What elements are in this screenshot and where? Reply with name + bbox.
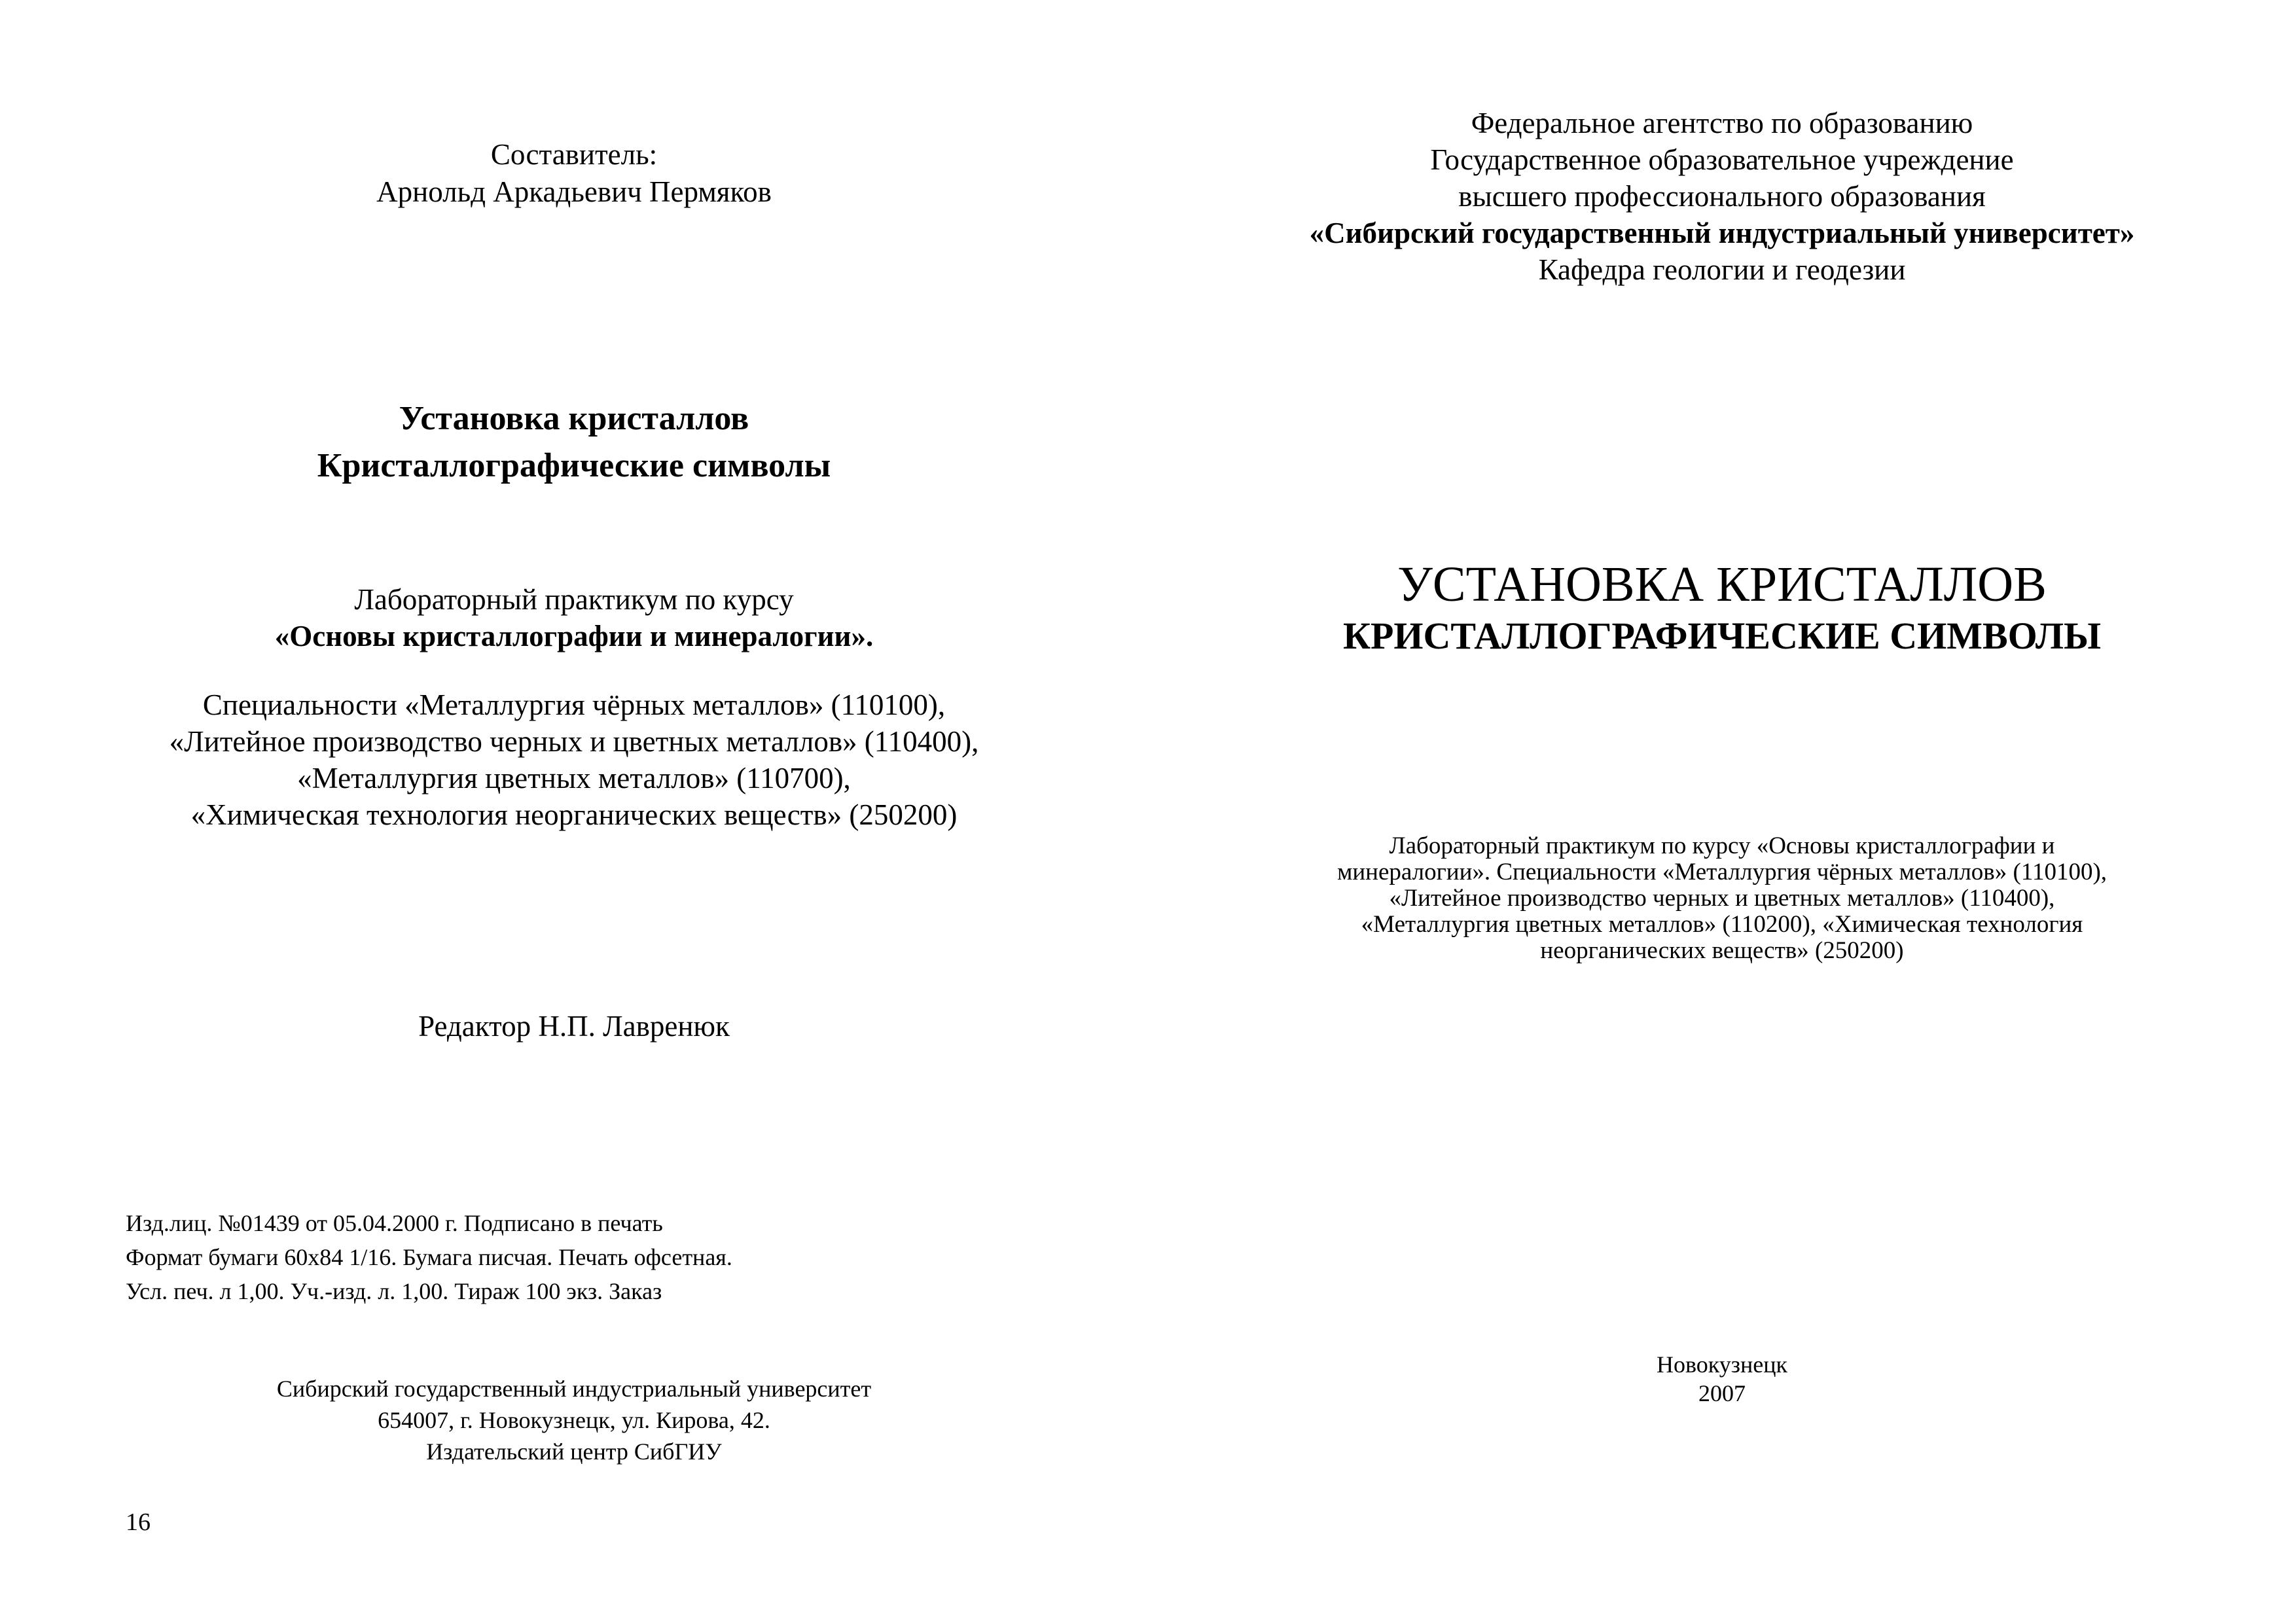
- description-line: «Литейное производство черных и цветных металлов» (110400),: [1389, 885, 2055, 912]
- agency-line: Федеральное агентство по образованию: [1471, 107, 1973, 139]
- imprint-line: Формат бумаги 60х84 1/16. Бумага писчая. Печать офсетная.: [126, 1244, 732, 1270]
- agency-block: [1148, 105, 2296, 288]
- imprint-line: Изд.лиц. №01439 от 05.04.2000 г. Подписано в печать: [126, 1210, 663, 1236]
- agency-line: Государственное образовательное учреждение: [1430, 143, 2014, 176]
- publisher-line: Издательский центр СибГИУ: [426, 1438, 722, 1465]
- course-block: [0, 581, 1148, 654]
- description-line: минералогии». Специальности «Металлургия чёрных металлов» (110100),: [1336, 859, 2108, 885]
- compiler-name: Арнольд Аркадьевич Пермяков: [376, 175, 772, 208]
- imprint-line: Усл. печ. л 1,00. Уч.-изд. л. 1,00. Тираж 100 экз. Заказ: [126, 1278, 662, 1304]
- specialty-line: «Химическая технология неорганических веществ» (250200): [190, 798, 958, 831]
- description-block: [1276, 833, 2168, 964]
- compiler-block: [0, 136, 1148, 211]
- left-title: [0, 395, 1148, 490]
- compiler-label: Составитель:: [490, 138, 658, 171]
- course-line2: «Основы кристаллографии и минералогии».: [274, 620, 874, 652]
- publisher-line: 654007, г. Новокузнецк, ул. Кирова, 42.: [378, 1407, 770, 1433]
- agency-line: высшего профессионального образования: [1458, 180, 1986, 213]
- left-title-line1: Установка кристаллов: [399, 400, 749, 437]
- course-line1: Лабораторный практикум по курсу: [354, 583, 794, 616]
- right-title-line1: УСТАНОВКА КРИСТАЛЛОВ: [1397, 557, 2047, 612]
- year: 2007: [1698, 1380, 1746, 1406]
- publisher-block: [0, 1373, 1148, 1467]
- city: Новокузнецк: [1657, 1351, 1787, 1378]
- description-line: Лабораторный практикум по курсу «Основы кристаллографии и: [1389, 832, 2055, 859]
- editor: Редактор Н.П. Лавренюк: [418, 1010, 730, 1043]
- description-line: «Металлургия цветных металлов» (110200), «Химическая технология: [1361, 911, 2083, 938]
- department-name: Кафедра геологии и геодезии: [1538, 253, 1906, 286]
- specialty-line: Специальности «Металлургия чёрных металлов» (110100),: [202, 688, 946, 721]
- right-title-line2: КРИСТАЛЛОГРАФИЧЕСКИЕ СИМВОЛЫ: [1342, 615, 2102, 657]
- publisher-line: Сибирский государственный индустриальный университет: [276, 1376, 872, 1402]
- left-title-line2: Кристаллографические символы: [317, 447, 831, 484]
- city-year-block: [1148, 1350, 2296, 1408]
- page-number: 16: [126, 1508, 151, 1536]
- imprint-block: [126, 1206, 732, 1308]
- right-page: [1148, 0, 2296, 1623]
- specialty-line: «Металлургия цветных металлов» (110700),: [297, 762, 851, 794]
- specialties-block: [0, 687, 1148, 833]
- specialty-line: «Литейное производство черных и цветных металлов» (110400),: [169, 725, 979, 758]
- university-name: «Сибирский государственный индустриальный университет»: [1309, 217, 2135, 249]
- description-line: неорганических веществ» (250200): [1540, 937, 1904, 964]
